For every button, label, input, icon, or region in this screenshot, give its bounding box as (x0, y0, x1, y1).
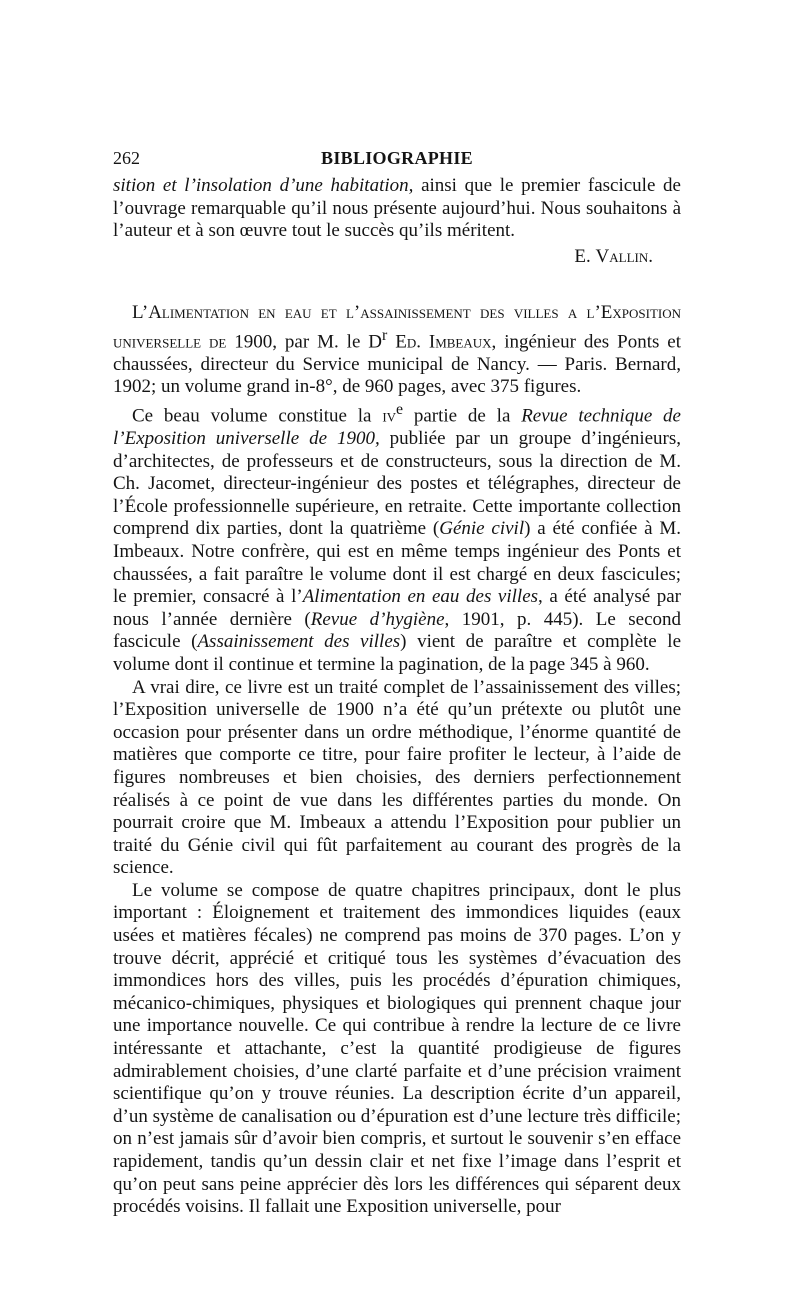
paragraph-2: A vrai dire, ce livre est un traité complet de l’assainissement des villes; l’Exposition universelle de 1900 n’a été qu’un prétexte ou plutôt une occasion pour présenter dans un ordre méthodique, l’énorme quantité de matières que comporte ce titre, pour faire profiter le lecteur, à l’aide de figures nombreuses et bien choisies, des derniers perfectionnement réalisés à ce point de vue dans les différentes parties du monde. On pourrait croire que M. Imbeaux a attendu l’Exposition pour publier un traité du Génie civil qui fût parfaitement au courant des progrès de la science. (113, 676, 681, 879)
book-entry: L’Alimentation en eau et l’assainissement des villes a l’Exposition universelle de 1900, par M. le $D^r$ Ed. Imbeaux, ingénieur des Ponts et chaussées, directeur du Service municipal de Nancy. — Paris. Bernard, 1902; un volume grand in-8°, de 960 pages, avec 375 figures. (113, 302, 681, 398)
review-conclusion: sition et l’insolation d’une habitation, ainsi que le premier fascicule de l’ouvrage remarquable qu’il nous présente aujourd’hui. Nous souhaitons à l’auteur et à son œuvre tout le succès qu’ils méritent. (113, 175, 681, 242)
paragraph-1: Ce beau volume constitue la $iv^e$ partie de la Revue technique de l’Exposition universelle de 1900, publiée par un groupe d’ingénieurs, d’architectes, de professeurs et de constructeurs, sous la direction de M. Ch. Jacomet, directeur-ingénieur des postes et télégraphes, directeur de l’École professionnelle supérieure, en retraite. Cette importante collection comprend dix parties, dont la quatrième (Génie civil) a été confiée à M. Imbeaux. Notre confrère, qui est en même temps ingénieur des Ponts et chaussées, a fait paraître le volume dont il est chargé en deux fascicules; le premier, consacré à l’Alimentation en eau des villes, a été analysé par nous l’année dernière (Revue d’hygiène, 1901, p. 445). Le second fascicule (Assainissement des villes) vient de paraître et complète le volume dont il continue et termine la pagination, de la page 345 à 960. (113, 401, 682, 675)
review-signature: E. Vallin. (574, 245, 653, 267)
review-italic-title: sition et l’insolation d’une habitation, (113, 175, 414, 196)
book-details: ingénieur des Ponts et chaussées, directeur du Service municipal de Nancy. — Paris. Bernard, 1902; un volume grand in-8°, de 960 pages, avec 375 figures. (113, 331, 681, 398)
running-head (113, 146, 681, 170)
body-text (113, 175, 681, 1219)
signature-name: Vallin. (595, 245, 653, 267)
book-title: L’Alimentation en eau et l’assainissement des villes a l’Exposition universelle de 1900, (113, 302, 681, 353)
page-number: 262 (113, 148, 140, 168)
running-title: BIBLIOGRAPHIE (321, 148, 473, 168)
book-author: Ed. Imbeaux, (387, 331, 497, 353)
paragraph-3: Le volume se compose de quatre chapitres principaux, dont le plus important : Éloignement et traitement des immondices liquides (eaux usées et matières fécales) ne comprend pas moins de 370 pages. L’on y trouve décrit, apprécié et critiqué tous les systèmes d’évacuation des immondices hors des villes, puis les procédés d’épuration chimiques, mécanico-chimiques, physiques et biologiques qui prennent chaque jour une importance nouvelle. Ce qui contribue à rendre la lecture de ce livre intéressante et attachante, c’est la quantité prodigieuse de figures admirablement choisies, d’une clarté parfaite et d’une précision vraiment scientifique qu’on y trouve réunies. La description écrite d’un appareil, d’un système de canalisation ou d’épuration est d’une lecture très difficile; on n’est jamais sûr d’avoir bien compris, et surtout le souvenir s’en efface rapidement, tandis qu’un dessin clair et net fixe l’image dans l’esprit et qu’on peut sans peine apprécier dès lors les différences qui séparent deux procédés voisins. Il fallait une Exposition universelle, pour (113, 879, 681, 1218)
